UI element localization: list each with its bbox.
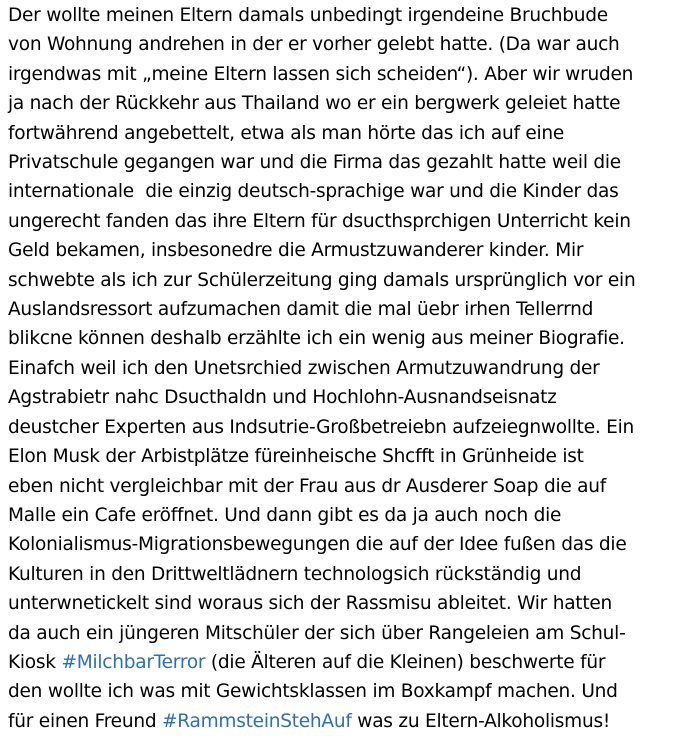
text-line: deustcher Experten aus Indsutrie-Großbetreiebn aufzeiegnwollte. Ein [8, 416, 635, 438]
text-line: Auslandsressort aufzumachen damit die mal üebr irhen Tellerrnd [8, 299, 594, 321]
text-line: internationale die einzig deutsch-sprachige war und die Kinder das [8, 181, 619, 203]
text-line: blikcne können deshalb erzählte ich ein wenig aus meiner Biografie. [8, 328, 625, 350]
text-line: fortwährend angebettelt, etwa als man hörte das ich auf eine [8, 122, 565, 144]
hashtag-link-milchbarterror[interactable]: #MilchbarTerror [61, 651, 206, 673]
text-segment: (die Älteren auf die Kleinen) beschwerte für [205, 651, 606, 673]
text-line: Kulturen in den Drittweltlädnern technologsich rückständig und [8, 563, 582, 585]
text-line: Agstrabietr nahc Dsucthaldn und Hochlohn-Ausnandseisnatz [8, 387, 557, 409]
text-line: Elon Musk der Arbistplätze füreinheische Shcfft in Grünheide ist [8, 446, 584, 468]
text-segment: für einen Freund [8, 710, 163, 732]
text-segment: was zu Eltern-Alkoholismus! [351, 710, 611, 732]
text-line: ungerecht fanden das ihre Eltern für dsucthsprchigen Unterricht kein [8, 210, 631, 232]
text-line: von Wohnung andrehen in der er vorher gelebt hatte. (Da war auch [8, 34, 620, 56]
text-segment: Kiosk [8, 651, 62, 673]
text-line-with-hashtag [8, 707, 680, 736]
text-line: Privatschule gegangen war und die Firma das gezahlt hatte weil die [8, 152, 621, 174]
text-line: da auch ein jüngeren Mitschüler der sich über Rangeleien am Schul- [8, 622, 626, 644]
text-line: ja nach der Rückkehr aus Thailand wo er ein bergwerk geleiet hatte [8, 93, 621, 115]
text-line: irgendwas mit „meine Eltern lassen sich scheiden“). Aber wir wruden [8, 63, 634, 85]
text-line: eben nicht vergleichbar mit der Frau aus dr Ausderer Soap die auf [8, 475, 607, 497]
text-line-with-hashtag [8, 648, 680, 677]
text-line: Malle ein Cafe eröffnet. Und dann gibt es da ja auch noch die [8, 504, 562, 526]
text-line: Einafch weil ich den Unetsrchied zwischen Armutzuwandrung der [8, 357, 600, 379]
text-line: Kolonialismus-Migrationsbewegungen die auf der Idee fußen das die [8, 534, 627, 556]
hashtag-link-rammsteinstehauf[interactable]: #RammsteinStehAuf [162, 710, 352, 732]
text-line: den wollte ich was mit Gewichtsklassen im Boxkampf machen. Und [8, 681, 618, 703]
text-line: unterwnetickelt sind woraus sich der Rassmisu ableitet. Wir hatten [8, 593, 613, 615]
text-line: schwebte als ich zur Schülerzeitung ging damals ursprünglich vor ein [8, 269, 636, 291]
text-line: Geld bekamen, insbesonedre die Armustzuwanderer kinder. Mir [8, 240, 584, 262]
text-line: Der wollte meinen Eltern damals unbedingt irgendeine Bruchbude [8, 5, 608, 26]
